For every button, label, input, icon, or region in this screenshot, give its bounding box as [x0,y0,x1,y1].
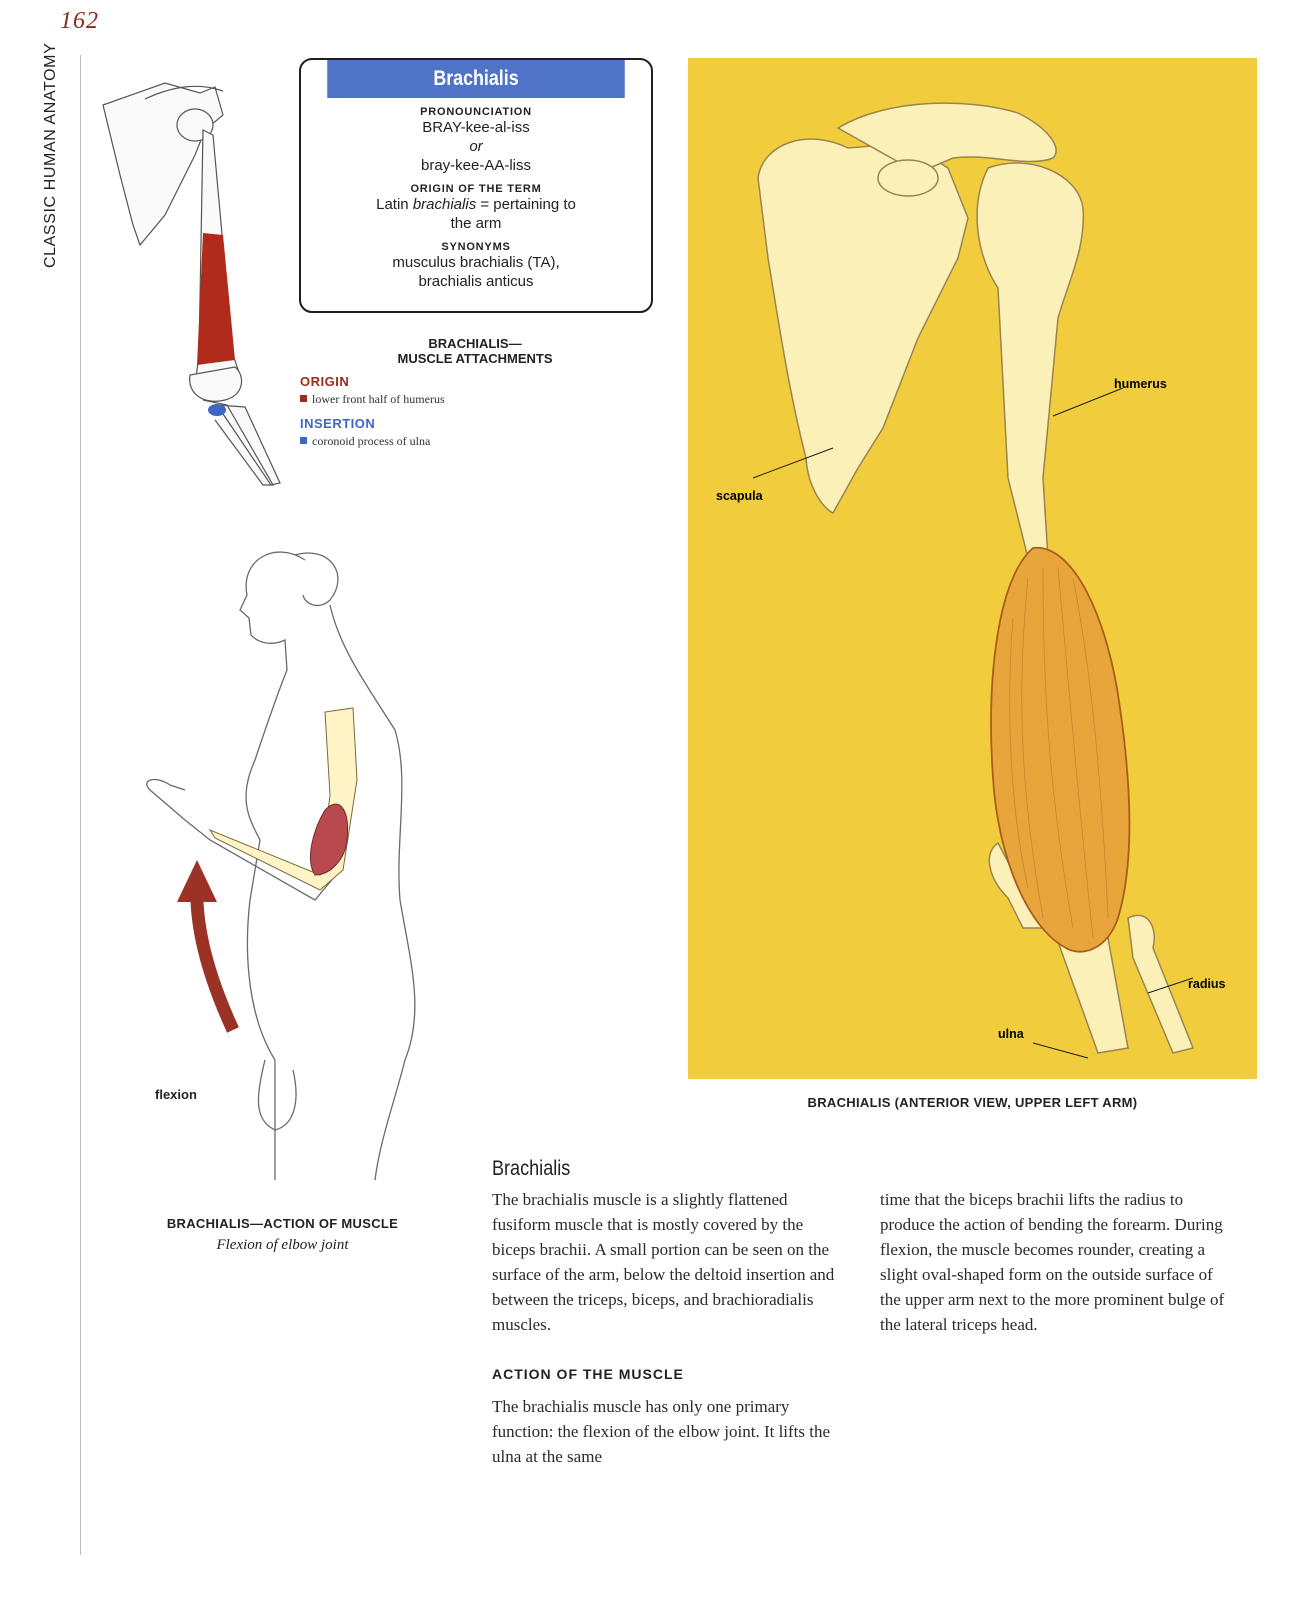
front-line [246,670,287,1180]
origin-meaning-1: = pertaining to [476,196,576,213]
insertion-text: coronoid process of ulna [312,434,431,448]
origin-latin-word: brachialis [412,196,477,213]
flexion-arrow-shaft [197,885,233,1030]
origin-latin-prefix: Latin [376,196,413,213]
origin-term-label: ORIGIN OF THE TERM [410,183,542,195]
term-infobox [299,58,653,313]
attachments-title-2: MUSCLE ATTACHMENTS [397,351,553,366]
back-line [330,605,415,1180]
ulna-label: ulna [998,1027,1024,1041]
synonyms-2: brachialis anticus [418,273,534,290]
coracoid [878,160,938,196]
flexion-arrow-head [177,860,217,902]
hair-bun [295,553,338,605]
origin-area [197,233,235,365]
origin-label: ORIGIN [300,374,350,389]
section-title: Brachialis [492,1157,571,1180]
pronunciation-label: PRONOUNCIATION [420,106,532,118]
insertion-label: INSERTION [300,416,376,431]
action-subcaption: Flexion of elbow joint [216,1237,349,1253]
action-caption: BRACHIALIS—ACTION OF MUSCLE [166,1216,399,1231]
origin-term-line-2: the arm [450,215,502,232]
flexion-label: flexion [155,1087,197,1102]
margin-rule [80,55,81,1555]
pronunciation-or: or [469,138,483,155]
pronunciation-1: BRAY-kee-al-iss [422,119,530,136]
paragraph-3: time that the biceps brachii lifts the radius to produce the action of bending the forearm. During flexion, the muscle becomes rounder, creating a slight oval-shaped form on the outside surface of the upper arm next to the more prominent bulge of the lateral triceps head. [880,1190,1225,1334]
head-outline [240,552,305,670]
infobox-title: Brachialis [327,60,625,98]
origin-text: lower front half of humerus [312,392,445,406]
insertion-text-row [300,434,430,449]
page-number: 162 [60,8,99,34]
origin-swatch [300,395,307,402]
paragraph-2: The brachialis muscle has only one primary function: the flexion of the elbow joint. It lifts the ulna at the same [492,1397,831,1466]
origin-text-row [300,392,445,407]
paragraph-1: The brachialis muscle is a slightly flattened fusiform muscle that is mostly covered by the biceps brachii. A small portion can be seen on the surface of the arm, below the deltoid insertion and between the triceps, biceps, and brachioradialis muscles. [492,1190,835,1334]
attachments-title [380,336,570,366]
running-head: CLASSIC HUMAN ANATOMY [42,42,59,268]
attachment-diagram [95,75,295,490]
anterior-view-illustration [688,58,1257,1079]
attachments-title-1: BRACHIALIS— [428,336,522,351]
origin-term-line-1 [301,195,651,214]
anterior-view-caption: BRACHIALIS (ANTERIOR VIEW, UPPER LEFT ARM) [807,1095,1138,1110]
scapula-label: scapula [716,489,763,503]
radius-label: radius [1188,977,1226,991]
insertion-area [208,404,226,416]
synonyms-1: musculus brachialis (TA), [392,254,560,271]
pronunciation-2: bray-kee-AA-liss [420,157,532,174]
hand-lower [258,1060,296,1130]
action-heading: ACTION OF THE MUSCLE [492,1366,684,1382]
insertion-swatch [300,437,307,444]
humerus-label: humerus [1114,377,1167,391]
synonyms-label: SYNONYMS [441,241,511,253]
action-figure [125,540,420,1210]
